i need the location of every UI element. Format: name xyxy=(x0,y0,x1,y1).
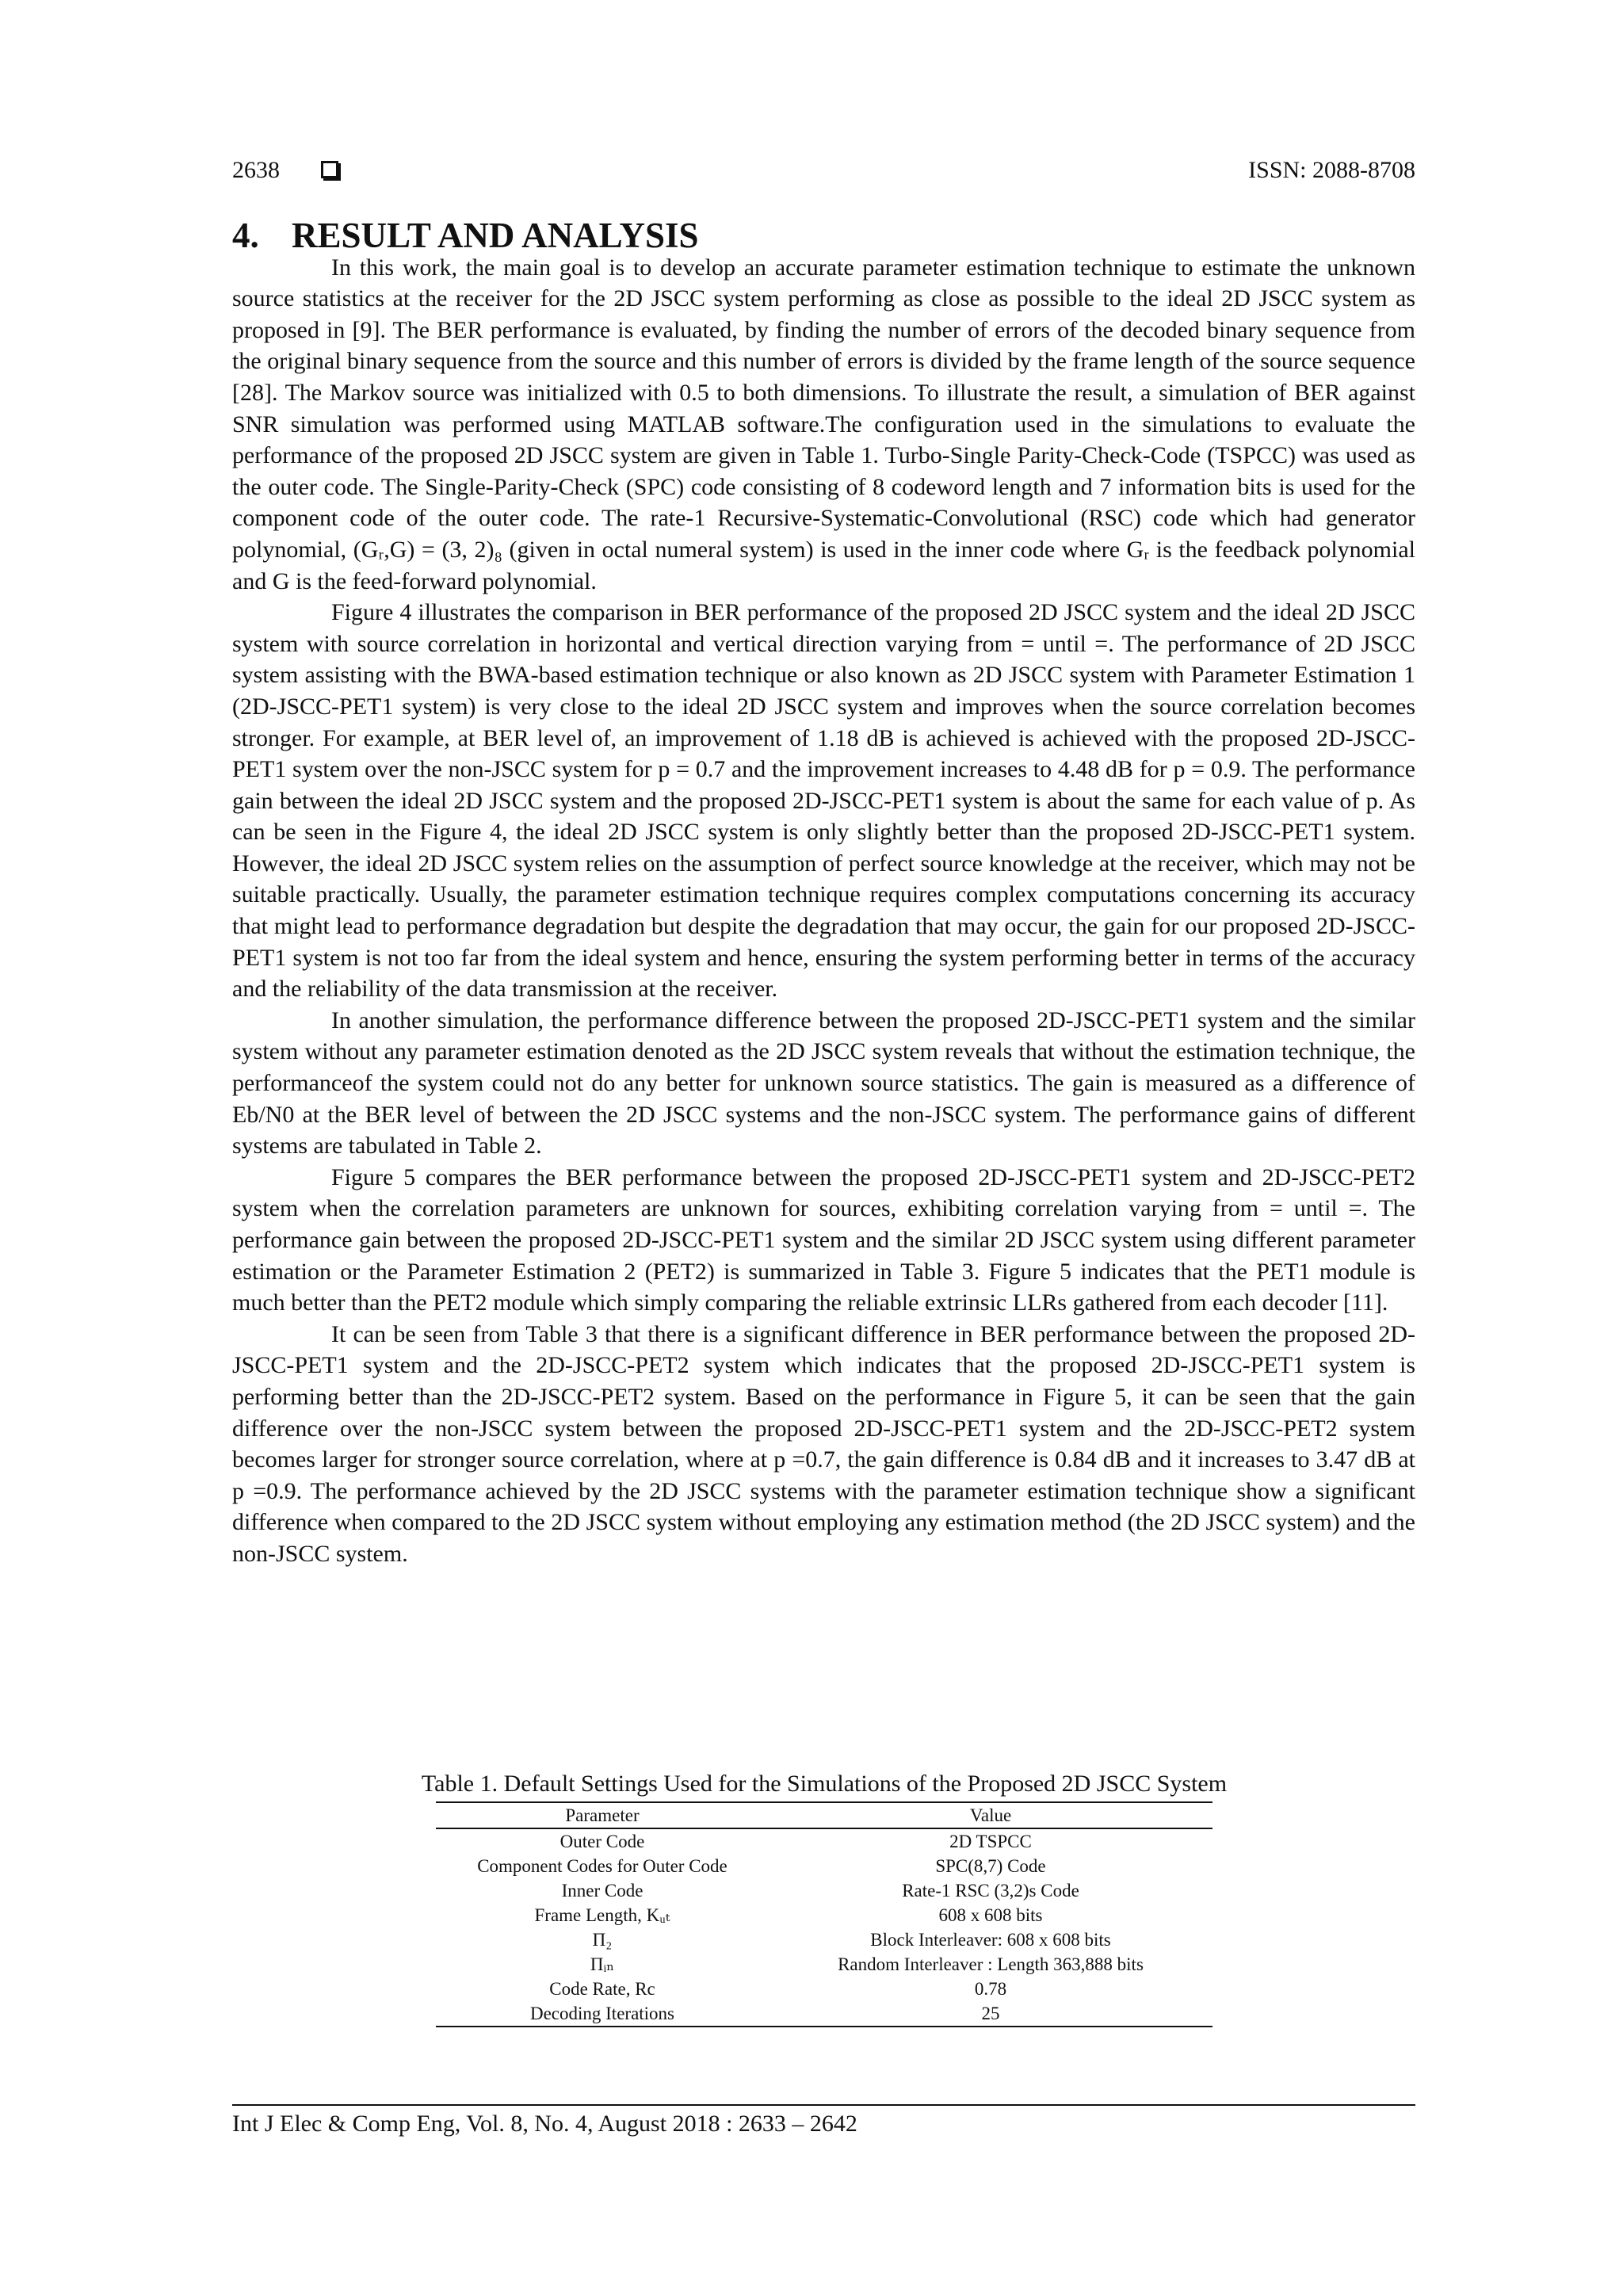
table-row xyxy=(436,1977,1212,2001)
issn-label: ISSN: 2088-8708 xyxy=(1248,157,1415,183)
table-cell: Rate-1 RSC (3,2)s Code xyxy=(902,1881,1079,1901)
table-cell: Component Codes for Outer Code xyxy=(477,1856,727,1876)
table-header-row xyxy=(436,1802,1212,1828)
settings-table xyxy=(436,1801,1212,2027)
paragraph-5: It can be seen from Table 3 that there is a significant difference in BER performance between the proposed 2D-JSCC-PET1 system and the 2D-JSCC-PET2 system which indicates that the proposed 2D-JSCC-PET1 system is performing better than the 2D-JSCC-PET2 system. Based on the performance in Figure 5, it can be seen that the gain difference over the non-JSCC system between the proposed 2D-JSCC-PET1 system and the 2D-JSCC-PET2 system becomes larger for stronger source correlation, where at p =0.7, the gain difference is 0.84 dB and it increases to 3.47 dB at p =0.9. The performance achieved by the 2D JSCC systems with the parameter estimation technique show a significant difference when compared to the 2D JSCC system without employing any estimation method (the 2D JSCC system) and the non-JSCC system. xyxy=(232,1320,1415,1567)
table-caption: Table 1. Default Settings Used for the Simulations of the Proposed 2D JSCC System xyxy=(421,1771,1228,1797)
page-number: 2638 xyxy=(232,157,280,183)
table-cell: Block Interleaver: 608 x 608 bits xyxy=(870,1930,1111,1950)
table-row xyxy=(436,1952,1212,1977)
square-bullet-icon xyxy=(321,161,338,178)
table-cell: 0.78 xyxy=(974,1979,1007,1999)
page-header xyxy=(232,157,1415,189)
footer-divider xyxy=(232,2104,1415,2106)
table-cell: SPC(8,7) Code xyxy=(935,1856,1046,1876)
table-cell: Outer Code xyxy=(559,1832,645,1851)
paragraph-3: In another simulation, the performance difference between the proposed 2D-JSCC-PET1 system and the similar system without any parameter estimation denoted as the 2D JSCC system reveals that without the estimation technique, the performanceof the system could not do any better for unknown source statistics. The gain is measured as a difference of Eb/N0 at the BER level of between the 2D JSCC systems and the non-JSCC system. The performance gains of different systems are tabulated in Table 2. xyxy=(232,1007,1415,1159)
table-row xyxy=(436,1927,1212,1952)
table-1 xyxy=(349,1770,1300,2027)
table-cell: Frame Length, Kᵤₜ xyxy=(534,1905,670,1925)
section-number: 4. xyxy=(232,216,259,255)
table-cell: Decoding Iterations xyxy=(436,2001,769,2027)
table-cell: 2D TSPCC xyxy=(949,1832,1032,1851)
section-title: RESULT AND ANALYSIS xyxy=(292,216,699,255)
table-row xyxy=(436,2001,1212,2027)
table-cell: Π₂ xyxy=(592,1930,613,1950)
table-cell: Πᵢₙ xyxy=(590,1954,615,1974)
footer-citation: Int J Elec & Comp Eng, Vol. 8, No. 4, August 2018 : 2633 – 2642 xyxy=(232,2111,857,2137)
table-cell: 25 xyxy=(769,2001,1212,2027)
section-heading xyxy=(232,216,1415,255)
table-row xyxy=(436,1828,1212,1854)
column-header: Value xyxy=(769,1802,1212,1828)
column-header: Parameter xyxy=(436,1802,769,1828)
table-row xyxy=(436,1878,1212,1903)
paragraph-1: In this work, the main goal is to develop an accurate parameter estimation technique to estimate the unknown source statistics at the receiver for the 2D JSCC system performing as close as possible to the ideal 2D JSCC system as proposed in [9]. The BER performance is evaluated, by finding the number of errors of the decoded binary sequence from the original binary sequence from the source and this number of errors is divided by the frame length of the source sequence [28]. The Markov source was initialized with 0.5 to both dimensions. To illustrate the result, a simulation of BER against SNR simulation was performed using MATLAB software.The configuration used in the simulations to evaluate the performance of the proposed 2D JSCC system are given in Table 1. Turbo-Single Parity-Check-Code (TSPCC) was used as the outer code. The Single-Parity-Check (SPC) code consisting of 8 codeword length and 7 information bits is used for the component code of the outer code. The rate-1 Recursive-Systematic-Convolutional (RSC) code which had generator polynomial, (Gᵣ,G) = (3, 2)₈ (given in octal numeral system) is used in the inner code where Gᵣ is the feedback polynomial and G is the feed-forward polynomial. xyxy=(232,254,1415,594)
table-cell: Code Rate, Rc xyxy=(549,1979,655,1999)
table-cell: Inner Code xyxy=(561,1881,643,1901)
paragraph-4: Figure 5 compares the BER performance between the proposed 2D-JSCC-PET1 system and 2D-JSCC-PET2 system when the correlation parameters are unknown for sources, exhibiting correlation varying from = until =. The performance gain between the proposed 2D-JSCC-PET1 system and the similar 2D JSCC system using different parameter estimation or the Parameter Estimation 2 (PET2) is summarized in Table 3. Figure 5 indicates that the PET1 module is much better than the PET2 module which simply comparing the reliable extrinsic LLRs gathered from each decoder [11]. xyxy=(232,1163,1415,1316)
table-cell: 608 x 608 bits xyxy=(938,1905,1043,1925)
paragraph-2: Figure 4 illustrates the comparison in BER performance of the proposed 2D JSCC system and the ideal 2D JSCC system with source correlation in horizontal and vertical direction varying from = until =. The performance of 2D JSCC system assisting with the BWA-based estimation technique or also known as 2D JSCC system with Parameter Estimation 1 (2D-JSCC-PET1 system) is very close to the ideal 2D JSCC system and improves when the source correlation becomes stronger. For example, at BER level of, an improvement of 1.18 dB is achieved is achieved with the proposed 2D-JSCC-PET1 system over the non-JSCC system for p = 0.7 and the improvement increases to 4.48 dB for p = 0.9. The performance gain between the ideal 2D JSCC system and the proposed 2D-JSCC-PET1 system is about the same for each value of p. As can be seen in the Figure 4, the ideal 2D JSCC system is only slightly better than the proposed 2D-JSCC-PET1 system. However, the ideal 2D JSCC system relies on the assumption of perfect source knowledge at the receiver, which may not be suitable practically. Usually, the parameter estimation technique requires complex computations concerning its accuracy that might lead to performance degradation but despite the degradation that may occur, the gain for our proposed 2D-JSCC-PET1 system is not too far from the ideal system and hence, ensuring the system performing better in terms of the accuracy and the reliability of the data transmission at the receiver. xyxy=(232,599,1415,1003)
table-row xyxy=(436,1854,1212,1878)
table-row xyxy=(436,1903,1212,1927)
main-content xyxy=(232,216,1415,1570)
table-cell: Random Interleaver : Length 363,888 bits xyxy=(838,1954,1144,1974)
